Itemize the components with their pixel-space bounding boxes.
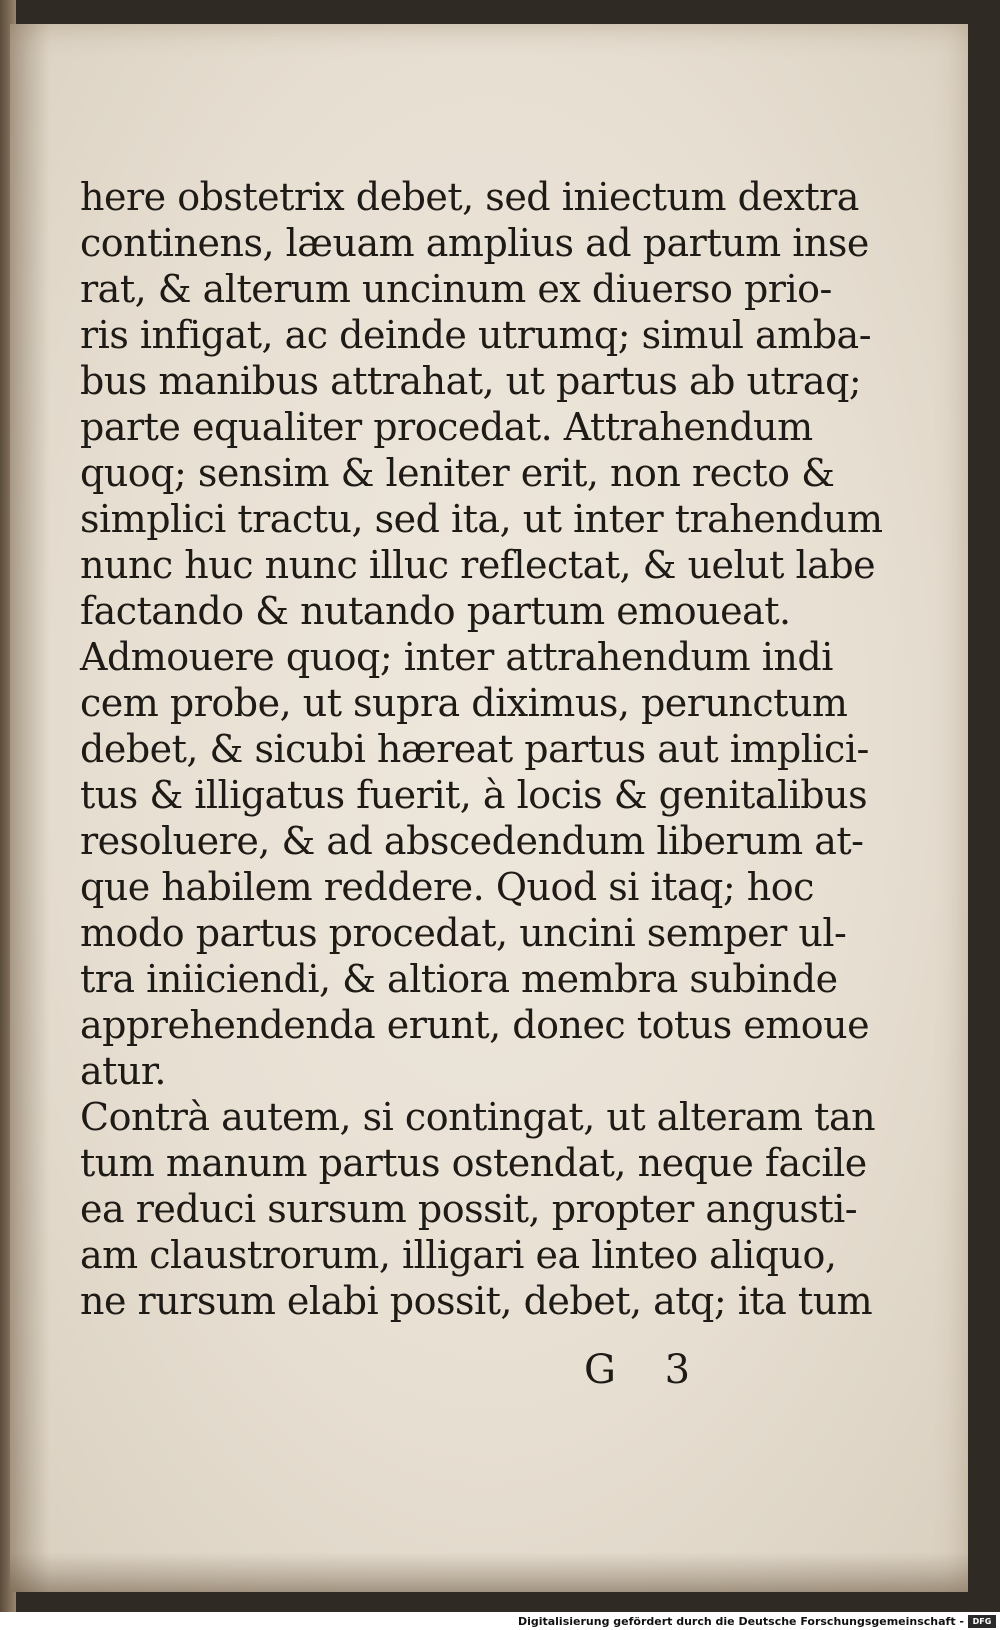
footer-credit: Digitalisierung gefördert durch die Deutsche Forschungsgemeinschaft - <box>517 1615 964 1628</box>
text-line: bus manibus attrahat, ut partus ab utraq; <box>80 359 862 403</box>
text-line: tus & illigatus fuerit, à locis & genitalibus <box>80 773 868 817</box>
footer-bar <box>0 1612 1000 1630</box>
text-line: ea reduci sursum possit, propter angusti- <box>80 1187 858 1231</box>
text-line: tra iniiciendi, & altiora membra subinde <box>80 957 838 1001</box>
text-line: Contrà autem, si contingat, ut alteram tan <box>80 1095 876 1139</box>
text-line: modo partus procedat, uncini semper ul- <box>80 911 847 955</box>
text-line: am claustrorum, illigari ea linteo aliquo, <box>80 1233 837 1277</box>
text-line: apprehendenda erunt, donec totus emoue <box>80 1003 870 1047</box>
text-line: quoq; sensim & leniter erit, non recto & <box>80 451 835 495</box>
text-line: parte equaliter procedat. Attrahendum <box>80 405 813 449</box>
signature-mark: G 3 <box>584 1347 709 1393</box>
text-line: tum manum partus ostendat, neque facile <box>80 1141 867 1185</box>
text-line: here obstetrix debet, sed iniectum dextra <box>80 175 859 219</box>
text-line: cem probe, ut supra diximus, perunctum <box>80 681 848 725</box>
text-line: nunc huc nunc illuc reflectat, & uelut labe <box>80 543 876 587</box>
dfg-logo-icon: DFG <box>968 1615 996 1628</box>
book-page <box>10 24 968 1592</box>
text-line: resoluere, & ad abscedendum liberum at- <box>80 819 864 863</box>
text-line: atur. <box>80 1049 166 1093</box>
text-line: Admouere quoq; inter attrahendum indi <box>80 635 833 679</box>
text-line: que habilem reddere. Quod si itaq; hoc <box>80 865 814 909</box>
text-line: debet, & sicubi hæreat partus aut implici- <box>80 727 869 771</box>
text-block <box>80 174 883 1324</box>
text-line: ris infigat, ac deinde utrumq; simul amba- <box>80 313 872 357</box>
text-line: factando & nutando partum emoueat. <box>80 589 791 633</box>
text-line: simplici tractu, sed ita, ut inter trahendum <box>80 497 883 541</box>
text-line: ne rursum elabi possit, debet, atq; ita tum <box>80 1279 873 1323</box>
spine-shadow <box>10 24 50 1592</box>
text-line: continens, læuam amplius ad partum inse <box>80 221 869 265</box>
bottom-shadow <box>10 1552 968 1592</box>
text-line: rat, & alterum uncinum ex diuerso prio- <box>80 267 832 311</box>
